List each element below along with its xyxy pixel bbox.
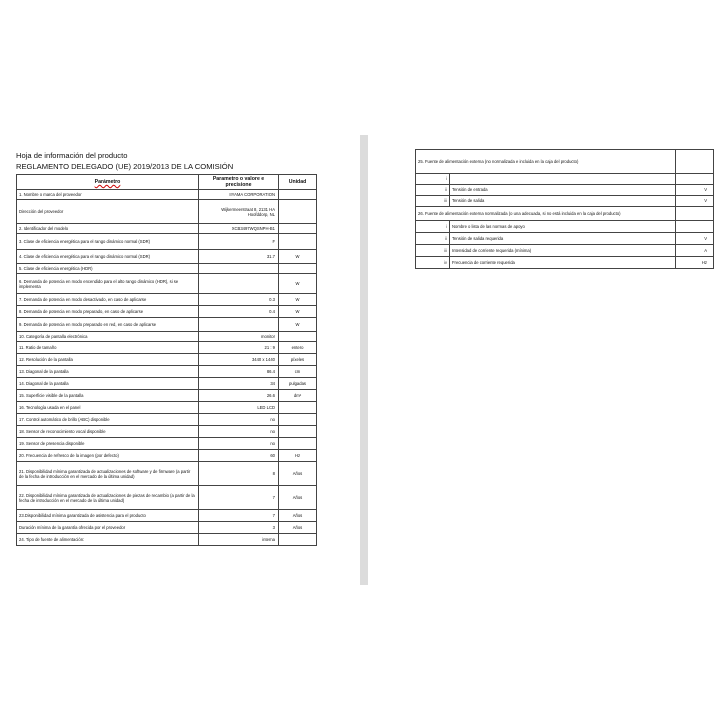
row-unit: W xyxy=(279,294,317,306)
table-row xyxy=(17,522,317,534)
row-unit xyxy=(676,221,714,233)
row-value: LED LCD xyxy=(199,402,279,414)
row-unit xyxy=(279,402,317,414)
row-unit xyxy=(279,200,317,224)
row-unit: V xyxy=(676,196,714,207)
product-info-table xyxy=(16,174,317,546)
row-unit: Hz xyxy=(676,257,714,269)
row-unit xyxy=(279,234,317,250)
header-value: Parametro o valore e precisione xyxy=(199,175,279,190)
row-unit: W xyxy=(279,306,317,318)
row-param: 4. Clase de eficiencia energética para el rango dinámico normal (SDR) xyxy=(17,250,199,264)
row-unit xyxy=(279,224,317,234)
row-value: interna xyxy=(199,534,279,546)
row-param: 16. Tecnología usada en el panel xyxy=(17,402,199,414)
row-index: i xyxy=(416,174,450,185)
row-unit: W xyxy=(279,274,317,294)
row-unit: W xyxy=(279,250,317,264)
row-param: 11. Ratio de tamaño xyxy=(17,342,199,354)
doc-title: Hoja de información del producto xyxy=(16,151,128,160)
page-gap xyxy=(360,135,368,585)
row-param: 7. Demanda de potencia en modo desactivado, en caso de aplicarse xyxy=(17,294,199,306)
row-value: 0.3 xyxy=(199,294,279,306)
row-param: 14. Diagonal de la pantalla xyxy=(17,378,199,390)
row-value: monitor xyxy=(199,332,279,342)
row-value: XCB3497WQSNPH-B1 xyxy=(199,224,279,234)
row-value: 34 xyxy=(199,378,279,390)
row-param: 17. Control automático de brillo (ABC) disponible xyxy=(17,414,199,426)
section-title: 26. Fuente de alimentación externa normalizada (o una adecuada, si no está incluida en la caja del producto) xyxy=(416,207,676,221)
row-label: Tensión de entrada xyxy=(450,185,676,196)
table-row xyxy=(416,196,714,207)
row-label xyxy=(450,174,676,185)
row-value: 3 xyxy=(199,522,279,534)
row-param: 19. Sensor de presencia disponible xyxy=(17,438,199,450)
row-unit xyxy=(279,332,317,342)
row-param: 9. Demanda de potencia en modo preparado en red, en caso de aplicarse xyxy=(17,318,199,332)
row-value: IIYAMA CORPORATION xyxy=(199,190,279,200)
table-row xyxy=(17,462,317,486)
row-value: no xyxy=(199,438,279,450)
row-param: 24. Tipo de fuente de alimentación: xyxy=(17,534,199,546)
row-value: 7 xyxy=(199,510,279,522)
row-unit: Años xyxy=(279,510,317,522)
table-row xyxy=(17,402,317,414)
header-param: Parámetro xyxy=(17,175,199,190)
row-label: Frecuencia de corriente requerida xyxy=(450,257,676,269)
row-unit xyxy=(279,264,317,274)
row-unit: cm xyxy=(279,366,317,378)
table-row xyxy=(17,332,317,342)
table-row xyxy=(17,414,317,426)
row-unit xyxy=(279,534,317,546)
row-param: 22. Disponibilidad mínima garantizada de actualizaciones de piezas de recambio (a partir de la fecha de introducción en el mercado de la última unidad) xyxy=(17,486,199,510)
row-value xyxy=(199,264,279,274)
row-value: 3440 x 1440 xyxy=(199,354,279,366)
row-label: Intensidad de corriente requerida (mínima) xyxy=(450,245,676,257)
table-row xyxy=(17,426,317,438)
row-index: iii xyxy=(416,245,450,257)
row-unit: pulgadas xyxy=(279,378,317,390)
table-row xyxy=(17,390,317,402)
table-row xyxy=(416,245,714,257)
row-param: 15. Superficie visible de la pantalla xyxy=(17,390,199,402)
table-row xyxy=(17,190,317,200)
row-unit: V xyxy=(676,185,714,196)
row-param: 1. Nombre o marca del proveedor xyxy=(17,190,199,200)
row-param: Dirección del proveedor xyxy=(17,200,199,224)
row-value: 21 : 9 xyxy=(199,342,279,354)
table-row xyxy=(17,438,317,450)
row-index: iv xyxy=(416,257,450,269)
table-row xyxy=(17,250,317,264)
row-param: 8. Demanda de potencia en modo preparado, en caso de aplicarse xyxy=(17,306,199,318)
row-label: Tensión de salida xyxy=(450,196,676,207)
document-page-right xyxy=(415,149,713,269)
table-row xyxy=(17,200,317,224)
table-row xyxy=(17,234,317,250)
row-param: 12. Resolución de la pantalla xyxy=(17,354,199,366)
row-index: iii xyxy=(416,196,450,207)
section-title: 25. Fuente de alimentación externa (no normalizada e incluida en la caja del producto) xyxy=(416,150,676,174)
row-unit xyxy=(279,426,317,438)
table-row xyxy=(17,306,317,318)
row-unit: píxeles xyxy=(279,354,317,366)
table-row xyxy=(17,366,317,378)
table-row xyxy=(17,294,317,306)
table-row xyxy=(416,174,714,185)
row-unit: Años xyxy=(279,522,317,534)
row-param: 21. Disponibilidad mínima garantizada de actualizaciones de software y de firmware (a partir de la fecha de introducción en el mercado de la última unidad) xyxy=(17,462,199,486)
row-param: 20. Frecuencia de refresco de la imagen (por defecto) xyxy=(17,450,199,462)
table-row xyxy=(17,342,317,354)
table-row xyxy=(416,257,714,269)
table-row xyxy=(17,378,317,390)
section-row xyxy=(416,207,714,221)
section-row xyxy=(416,150,714,174)
table-row xyxy=(17,510,317,522)
doc-regulation: REGLAMENTO DELEGADO (UE) 2019/2013 DE LA COMISIÓN xyxy=(16,162,234,171)
table-row xyxy=(17,224,317,234)
row-value: 31.7 xyxy=(199,250,279,264)
document-page-left xyxy=(16,151,316,546)
row-index: ii xyxy=(416,233,450,245)
row-value: 8 xyxy=(199,462,279,486)
table-row xyxy=(416,185,714,196)
row-param: 2. Identificador del modelo xyxy=(17,224,199,234)
row-index: i xyxy=(416,221,450,233)
row-param: Duración mínima de la garantía ofrecida por el proveedor xyxy=(17,522,199,534)
row-unit xyxy=(279,190,317,200)
section-unit-cell xyxy=(676,150,714,174)
table-row xyxy=(17,264,317,274)
header-unit: Unidad xyxy=(279,175,317,190)
row-value: no xyxy=(199,414,279,426)
row-unit: Años xyxy=(279,486,317,510)
section-unit-cell xyxy=(676,207,714,221)
row-value: 26.6 xyxy=(199,390,279,402)
row-value: 7 xyxy=(199,486,279,510)
row-value xyxy=(199,318,279,332)
row-param: 23.Disponibilidad mínima garantizada de asistencia para el producto xyxy=(17,510,199,522)
row-label: Tensión de salida requerida xyxy=(450,233,676,245)
row-value xyxy=(199,274,279,294)
row-value: Wijkermeerstraat 8, 2131 HA Hoofddorp, NL xyxy=(199,200,279,224)
row-value: 86.4 xyxy=(199,366,279,378)
table-header-row xyxy=(17,175,317,190)
row-value: no xyxy=(199,426,279,438)
table-row xyxy=(17,318,317,332)
power-supply-table xyxy=(415,149,714,269)
row-label: Nombre o lista de las normas de apoyo xyxy=(450,221,676,233)
row-unit xyxy=(676,174,714,185)
table-row xyxy=(17,534,317,546)
row-value: 0.4 xyxy=(199,306,279,318)
row-unit: entero xyxy=(279,342,317,354)
table-row xyxy=(17,450,317,462)
row-param: 3. Clase de eficiencia energética para el rango dinámico normal (SDR) xyxy=(17,234,199,250)
row-unit xyxy=(279,438,317,450)
row-value: 60 xyxy=(199,450,279,462)
row-unit xyxy=(279,414,317,426)
table-row xyxy=(17,274,317,294)
table-row xyxy=(17,486,317,510)
table-row xyxy=(416,233,714,245)
row-unit: V xyxy=(676,233,714,245)
row-unit: Hz xyxy=(279,450,317,462)
row-param: 5. Clase de eficiencia energética (HDR) xyxy=(17,264,199,274)
row-unit: A xyxy=(676,245,714,257)
row-value: F xyxy=(199,234,279,250)
table-row xyxy=(17,354,317,366)
row-unit: dm² xyxy=(279,390,317,402)
row-param: 13. Diagonal de la pantalla xyxy=(17,366,199,378)
row-unit: Años xyxy=(279,462,317,486)
row-param: 10. Categoría de pantalla electrónica xyxy=(17,332,199,342)
row-unit: W xyxy=(279,318,317,332)
row-index: ii xyxy=(416,185,450,196)
row-param: 6. Demanda de potencia en modo encendido para el alto rango dinámico (HDR), si se implementa xyxy=(17,274,199,294)
row-param: 18. Sensor de reconocimiento vocal disponible xyxy=(17,426,199,438)
table-row xyxy=(416,221,714,233)
